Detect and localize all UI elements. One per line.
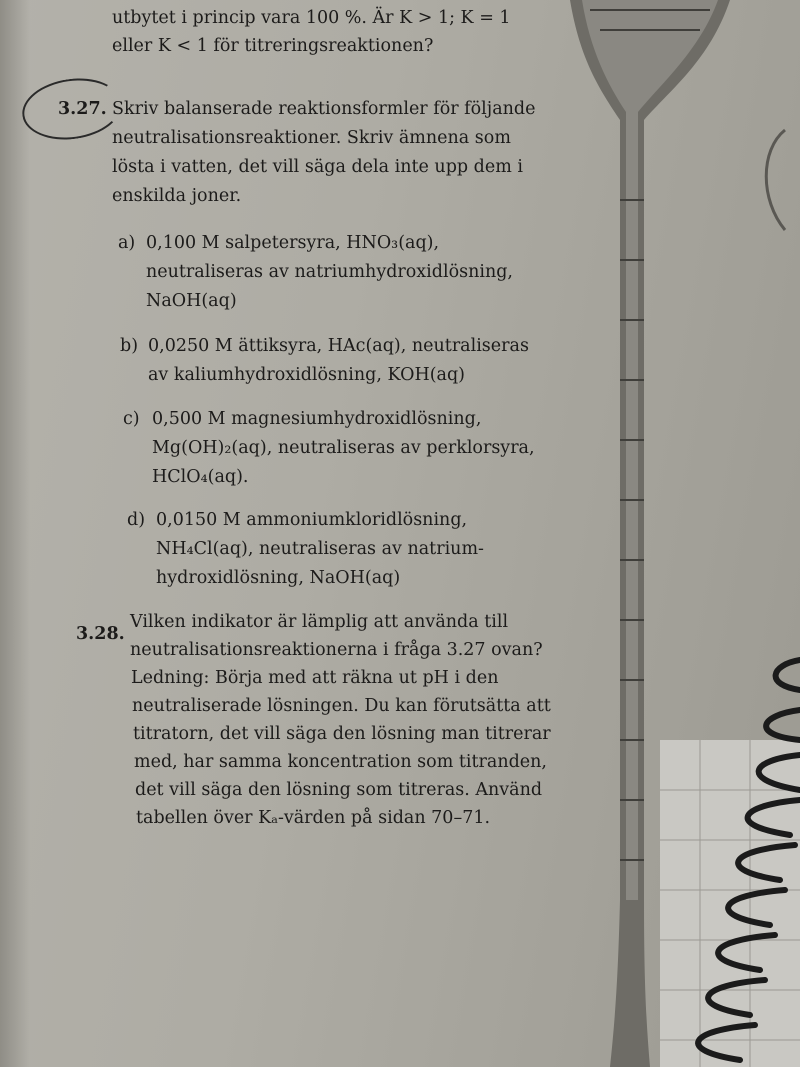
q328-line-3: Ledning: Börja med att räkna ut pH i den (131, 668, 499, 688)
item-d-line-1: 0,0150 M ammoniumkloridlösning, (156, 510, 468, 530)
q327-intro-2: neutralisationsreaktioner. Skriv ämnena som (112, 128, 511, 148)
item-c-line-2: Mg(OH)₂(aq), neutraliseras av perklorsyra, (152, 438, 535, 458)
item-d-line-3: hydroxidlösning, NaOH(aq) (156, 568, 401, 588)
item-a-line-1: 0,100 M salpetersyra, HNO₃(aq), (146, 233, 440, 253)
q327-intro-3: lösta i vatten, det vill säga dela inte upp dem i (112, 157, 523, 177)
item-d-label: d) (127, 510, 146, 530)
item-a-line-3: NaOH(aq) (146, 291, 237, 311)
q328-line-5: titratorn, det vill säga den lösning man titrerar (133, 724, 551, 744)
question-328-number: 3.28. (76, 624, 125, 644)
item-d-line-2: NH₄Cl(aq), neutraliseras av natrium- (156, 539, 484, 559)
spiral-binding (600, 640, 800, 1067)
item-c-label: c) (123, 409, 140, 429)
q327-intro-1: Skriv balanserade reaktionsformler för följande (112, 99, 536, 119)
item-a-label: a) (118, 233, 136, 253)
item-b-line-2: av kaliumhydroxidlösning, KOH(aq) (148, 365, 465, 385)
top-line-2: eller K < 1 för titreringsreaktionen? (112, 36, 434, 56)
question-327-number: 3.27. (58, 99, 107, 119)
q328-line-1: Vilken indikator är lämplig att använda till (130, 612, 509, 632)
item-b-label: b) (120, 336, 139, 356)
q328-line-8: tabellen över Kₐ-värden på sidan 70–71. (136, 808, 491, 828)
item-b-line-1: 0,0250 M ättiksyra, HAc(aq), neutraliseras (148, 336, 529, 356)
item-a-line-2: neutraliseras av natriumhydroxidlösning, (146, 262, 513, 282)
q328-line-7: det vill säga den lösning som titreras. Använd (135, 780, 543, 800)
item-c-line-1: 0,500 M magnesiumhydroxidlösning, (152, 409, 482, 429)
q328-line-4: neutraliserade lösningen. Du kan förutsätta att (132, 696, 551, 716)
item-c-line-3: HClO₄(aq). (152, 467, 249, 487)
q328-line-2: neutralisationsreaktionerna i fråga 3.27 ovan? (130, 640, 543, 660)
q328-line-6: med, har samma koncentration som titranden, (134, 752, 547, 772)
q327-intro-4: enskilda joner. (112, 186, 242, 206)
page-shadow (0, 0, 30, 1067)
top-line-1: utbytet i princip vara 100 %. Är K > 1; K = 1 (112, 8, 511, 28)
